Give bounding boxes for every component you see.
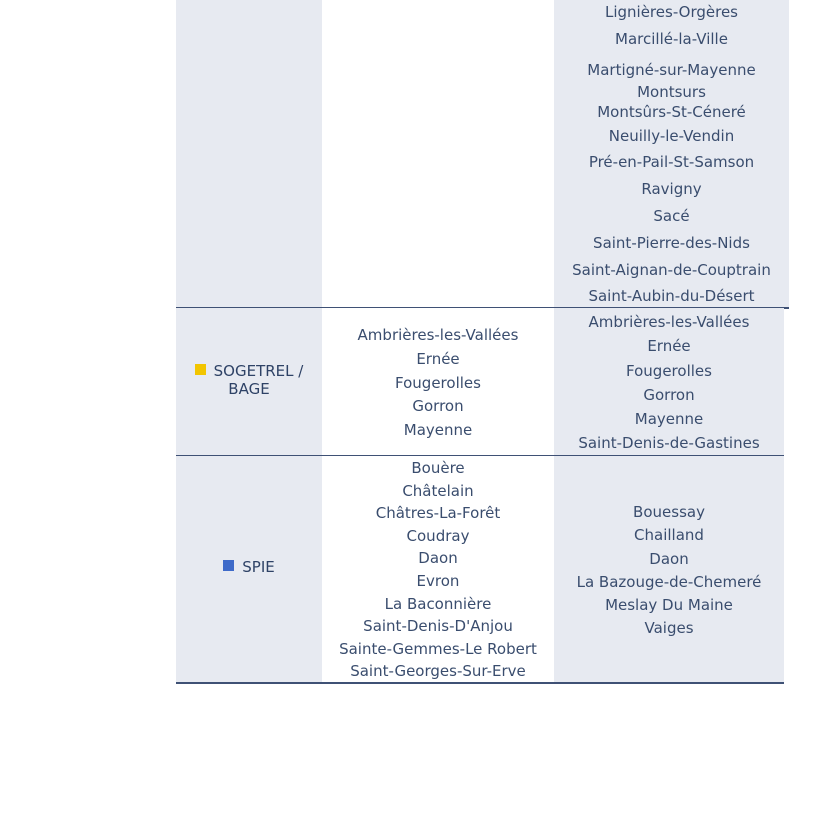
sogetrel-column-b-list	[322, 324, 554, 443]
spie-column-b-list	[322, 458, 554, 684]
list-item: Saint-Denis-D'Anjou	[363, 617, 513, 636]
spie-name: SPIE	[242, 558, 275, 576]
list-item: Ambrières-les-Vallées	[588, 313, 750, 331]
list-item: Ernée	[416, 349, 460, 368]
spie-column-b-cell	[322, 456, 554, 683]
top-column-c-list	[554, 2, 789, 313]
list-item: Saint-Aubin-du-Désert	[588, 287, 755, 306]
list-item: Bouère	[411, 459, 465, 477]
spie-marker-icon	[223, 560, 234, 571]
list-item: Vaiges	[644, 619, 694, 638]
list-item: Ernée	[647, 337, 691, 356]
table-bottom-rule	[176, 682, 784, 684]
list-item: Coudray	[406, 526, 470, 545]
list-item: Châtres-La-Forêt	[375, 504, 501, 523]
list-item: Saint-Pierre-des-Nids	[593, 233, 750, 252]
list-item: Saint-Denis-de-Gastines	[578, 434, 760, 453]
list-item: Daon	[649, 549, 689, 568]
list-item: Saint-Georges-Sur-Erve	[350, 662, 526, 681]
list-item: La Bazouge-de-Chemeré	[576, 572, 762, 591]
sogetrel-company-label	[176, 362, 322, 398]
sogetrel-column-b-cell	[322, 308, 554, 456]
list-item: Pré-en-Pail-St-Samson	[588, 153, 755, 172]
list-item: Chailland	[634, 526, 704, 545]
list-item: Ambrières-les-Vallées	[357, 326, 519, 344]
list-item: Gorron	[643, 385, 695, 404]
list-item: Daon	[418, 549, 458, 568]
sogetrel-column-c-list	[554, 311, 784, 457]
list-item: Sainte-Gemmes-Le Robert	[339, 639, 537, 658]
list-item: Martigné-sur-Mayenne	[587, 60, 756, 79]
list-item: Ravigny	[641, 180, 702, 199]
list-item: Mayenne	[403, 421, 473, 440]
top-column-c-cell	[554, 0, 789, 308]
list-item: Meslay Du Maine	[605, 596, 733, 615]
list-item: Châtelain	[402, 481, 474, 500]
list-item: Montsurs	[637, 82, 706, 101]
sogetrel-column-c-cell	[554, 308, 784, 456]
list-item: Marcillé-la-Ville	[615, 29, 728, 48]
spie-company-label	[176, 558, 322, 576]
list-item: Saint-Aignan-de-Couptrain	[572, 260, 771, 279]
spie-column-c-list	[554, 502, 784, 642]
top-column-b-cell	[322, 0, 554, 308]
list-item: Lignières-Orgères	[604, 3, 738, 21]
spie-column-c-cell	[554, 456, 784, 683]
list-item: Neuilly-le-Vendin	[608, 126, 735, 145]
list-item: Sacé	[653, 206, 690, 225]
sogetrel-marker-icon	[195, 364, 206, 375]
list-item: Gorron	[412, 397, 464, 416]
top-company-cell	[176, 0, 322, 308]
list-item: Bouessay	[633, 503, 705, 521]
sogetrel-name-line2: BAGE	[228, 380, 270, 398]
list-item: Montsûrs-St-Céneré	[597, 102, 746, 121]
list-item: La Baconnière	[384, 594, 492, 613]
list-item: Evron	[416, 571, 460, 590]
sogetrel-name-line1: SOGETREL /	[213, 362, 304, 380]
list-item: Fougerolles	[395, 373, 481, 392]
list-item: Fougerolles	[626, 361, 712, 380]
list-item: Mayenne	[634, 410, 704, 429]
